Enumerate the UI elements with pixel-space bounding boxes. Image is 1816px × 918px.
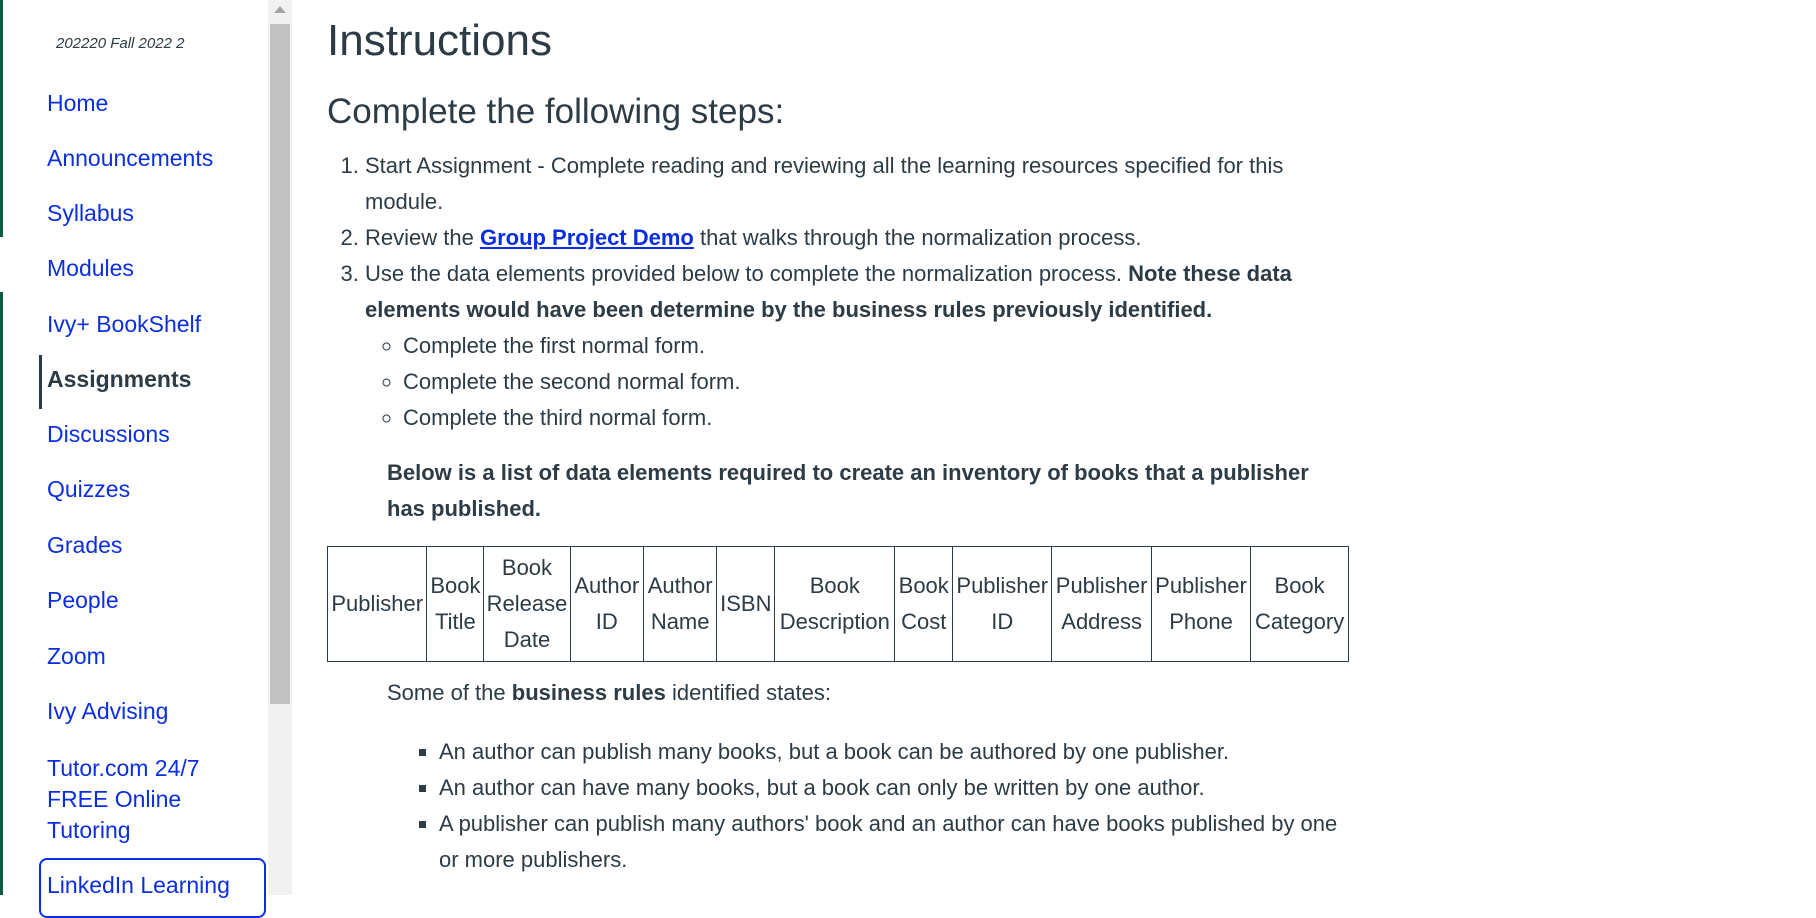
table-cell-author-name: Author Name — [643, 547, 716, 662]
group-project-demo-link[interactable]: Group Project Demo — [479, 225, 694, 250]
nav-item-zoom[interactable]: Zoom — [47, 643, 106, 669]
steps-list — [327, 148, 1347, 436]
scroll-thumb[interactable] — [270, 24, 290, 704]
substep-2nf: ◦ Complete the second normal form. — [403, 364, 1347, 400]
step-2-text-after: that walks through the normalization process. — [693, 225, 1142, 250]
nav-item-tutor[interactable]: Tutor.com 24/7 FREE Online Tutoring — [47, 755, 200, 843]
table-cell-author-id: Author ID — [570, 547, 643, 662]
step-3-note: Note these data elements would have been determine by the business rules previously identified. — [365, 261, 1292, 322]
data-elements-intro: Below is a list of data elements required to create an inventory of books that a publisher has published. — [387, 460, 1309, 521]
table-cell-book-title: Book Title — [427, 547, 484, 662]
table-cell-publisher-phone: Publisher Phone — [1151, 547, 1250, 662]
page-title: Instructions — [327, 16, 552, 65]
nav-item-ivy-bookshelf[interactable]: Ivy+ BookShelf — [47, 311, 202, 337]
business-rule: ▪ An author can have many books, but a book can only be written by one author. — [439, 770, 1347, 806]
table-cell-book-category: Book Category — [1251, 547, 1349, 662]
data-elements-table — [327, 546, 1349, 662]
substep-3nf: ◦ Complete the third normal form. — [403, 400, 1347, 436]
business-rules-list — [387, 734, 1347, 878]
table-cell-isbn: ISBN — [717, 547, 775, 662]
table-cell-book-cost: Book Cost — [895, 547, 953, 662]
nav-item-linkedin-learning[interactable]: LinkedIn Learning — [47, 872, 230, 898]
rules-intro-bold: business rules — [511, 680, 666, 705]
step-3-text: Use the data elements provided below to complete the normalization process. — [365, 261, 1129, 286]
nav-item-ivy-advising[interactable]: Ivy Advising — [47, 698, 169, 724]
course-navigation — [3, 0, 268, 898]
table-row — [328, 547, 1349, 662]
table-cell-publisher-id: Publisher ID — [953, 547, 1052, 662]
scroll-up-arrow-icon[interactable] — [274, 6, 286, 13]
nav-item-assignments[interactable]: Assignments — [47, 366, 192, 392]
business-rule: ▪ A publisher can publish many authors' book and an author can have books published by one or more publishers. — [439, 806, 1347, 878]
section-heading: Complete the following steps: — [327, 92, 785, 131]
nav-item-people[interactable]: People — [47, 587, 119, 613]
business-rules-intro — [387, 680, 831, 706]
rules-intro-text-after: identified states: — [665, 680, 831, 705]
active-indicator — [39, 355, 42, 409]
step-3 — [365, 256, 1347, 436]
assignment-content — [327, 0, 1357, 895]
nav-item-home[interactable]: Home — [47, 90, 109, 116]
table-cell-book-description: Book Description — [775, 547, 895, 662]
nav-item-grades[interactable]: Grades — [47, 532, 123, 558]
business-rule: ▪ An author can publish many books, but a book can be authored by one publisher. — [439, 734, 1347, 770]
data-elements-table-wrap[interactable] — [327, 546, 1349, 662]
nav-item-quizzes[interactable]: Quizzes — [47, 476, 131, 502]
nav-item-announcements[interactable]: Announcements — [47, 145, 214, 171]
step-1: 1. Start Assignment - Complete reading and reviewing all the learning resources specified for this module. — [365, 148, 1347, 220]
nav-item-discussions[interactable]: Discussions — [47, 421, 170, 447]
course-term: 202220 Fall 2022 2 — [56, 35, 185, 52]
substep-1nf: ◦ Complete the first normal form. — [403, 328, 1347, 364]
nav-scrollbar[interactable] — [268, 0, 292, 895]
step-2 — [365, 220, 1347, 256]
rules-intro-text: Some of the — [387, 680, 512, 705]
table-cell-publisher-address: Publisher Address — [1052, 547, 1151, 662]
table-cell-publisher: Publisher — [328, 547, 427, 662]
step-2-text: Review the — [365, 225, 480, 250]
nav-item-modules[interactable]: Modules — [47, 255, 134, 281]
table-cell-book-release-date: Book Release Date — [484, 547, 570, 662]
nav-item-syllabus[interactable]: Syllabus — [47, 200, 134, 226]
